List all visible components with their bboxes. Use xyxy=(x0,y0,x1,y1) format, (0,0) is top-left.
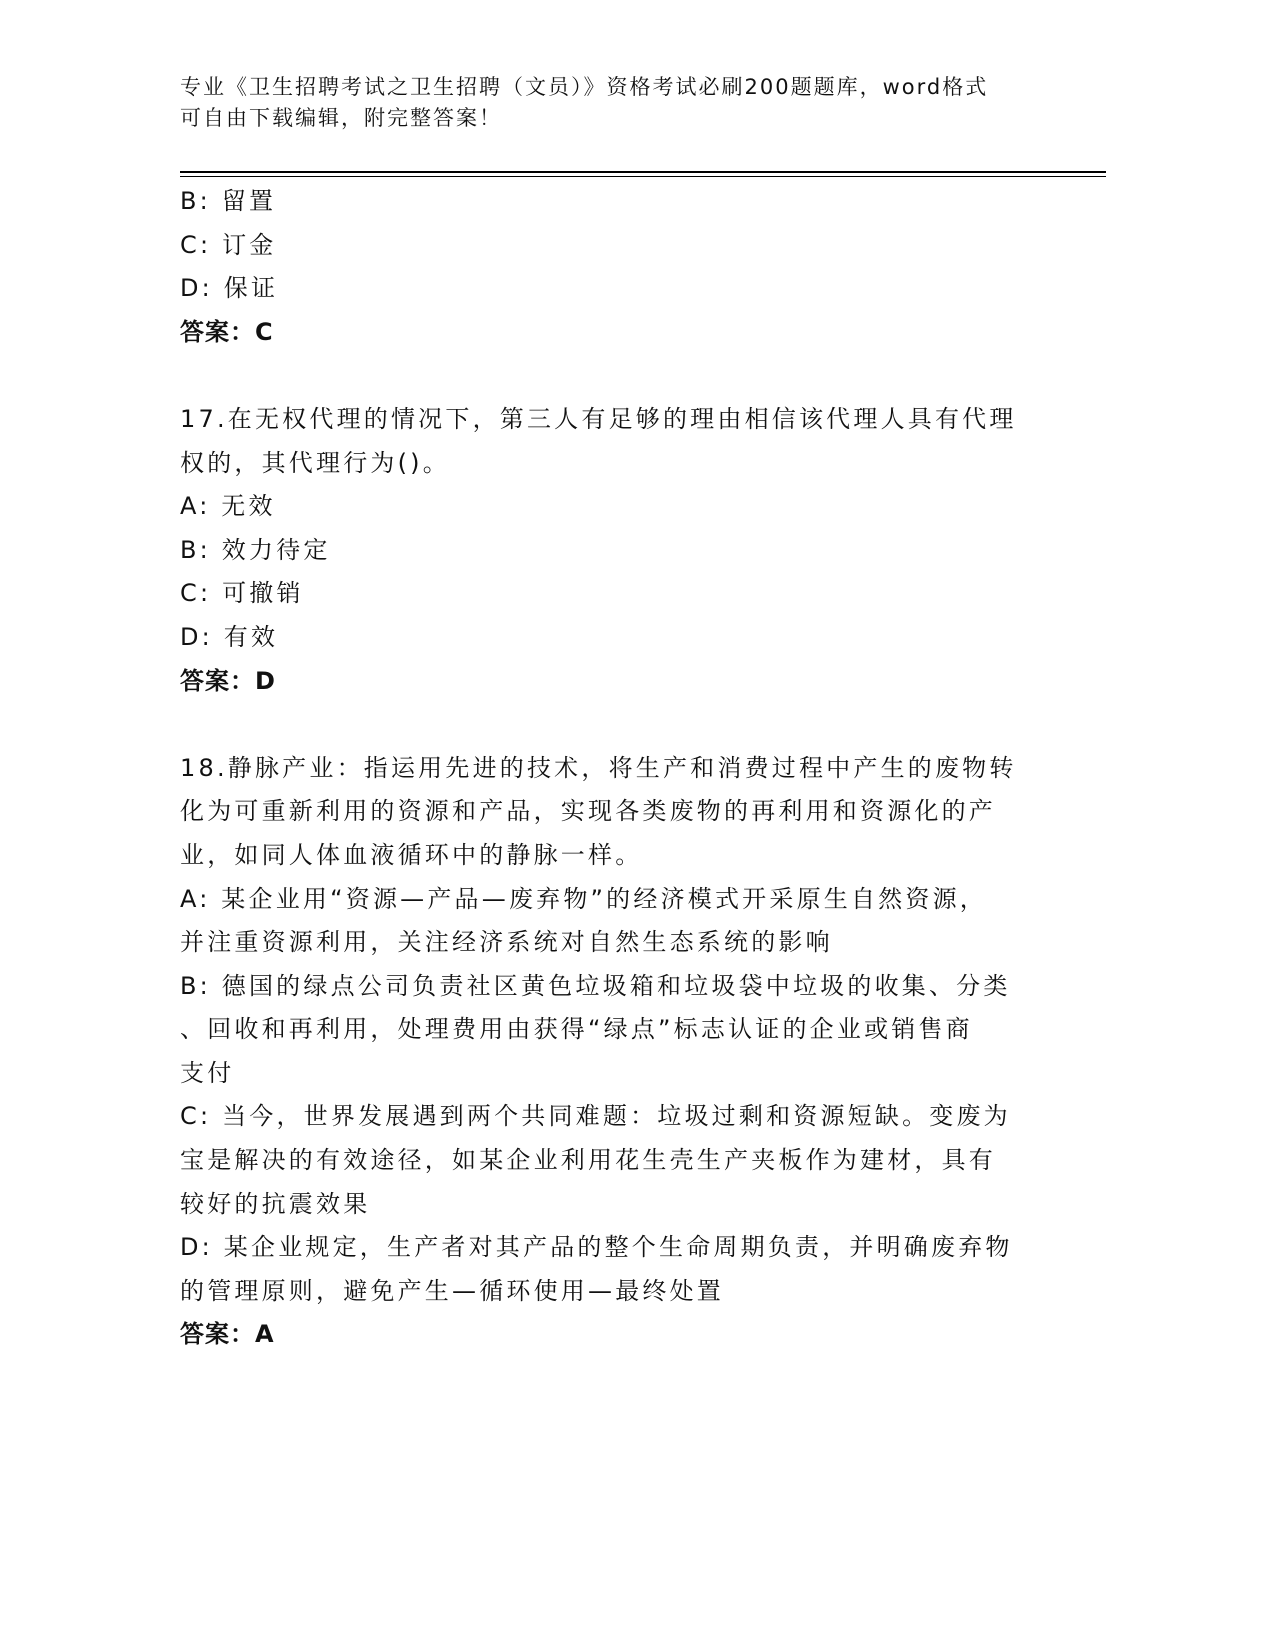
option-text: D: 有效 xyxy=(180,622,279,651)
option-text: 较好的抗震效果 xyxy=(180,1189,371,1218)
question-text: 业，如同人体血液循环中的静脉一样。 xyxy=(180,840,643,869)
question-text: 17.在无权代理的情况下，第三人有足够的理由相信该代理人具有代理 xyxy=(180,404,1017,433)
document-body xyxy=(180,180,1080,1357)
option-text: 并注重资源利用，关注经济系统对自然生态系统的影响 xyxy=(180,928,833,957)
header-line: 可自由下载编辑，附完整答案！ xyxy=(180,106,502,130)
option-text: A: 某企业用“资源—产品—废弃物”的经济模式开采原生自然资源， xyxy=(180,884,987,913)
header-rule xyxy=(180,176,1106,177)
option-text: 宝是解决的有效途径，如某企业利用花生壳生产夹板作为建材，具有 xyxy=(180,1146,996,1175)
option-text: D: 保证 xyxy=(180,274,279,303)
question-text: 化为可重新利用的资源和产品，实现各类废物的再利用和资源化的产 xyxy=(180,797,996,826)
blank-line xyxy=(180,703,1080,747)
answer-line: 答案：C xyxy=(180,317,274,346)
question-text: 权的，其代理行为()。 xyxy=(180,448,450,477)
answer-line: 答案：D xyxy=(180,666,276,695)
option-text: B: 效力待定 xyxy=(180,535,331,564)
answer-line: 答案：A xyxy=(180,1320,275,1349)
option-text: B: 留置 xyxy=(180,187,277,215)
option-text: A: 无效 xyxy=(180,492,276,521)
blank-line xyxy=(180,354,1080,398)
option-text: C: 订金 xyxy=(180,230,277,259)
option-text: C: 当今，世界发展遇到两个共同难题：垃圾过剩和资源短缺。变废为 xyxy=(180,1102,1011,1131)
option-text: 支付 xyxy=(180,1058,235,1087)
option-text: C: 可撤销 xyxy=(180,579,304,608)
option-text: B: 德国的绿点公司负责社区黄色垃圾箱和垃圾袋中垃圾的收集、分类 xyxy=(180,971,1011,1000)
header-rule xyxy=(180,171,1106,173)
option-text: 的管理原则，避免产生—循环使用—最终处置 xyxy=(180,1276,724,1305)
question-text: 18.静脉产业：指运用先进的技术，将生产和消费过程中产生的废物转 xyxy=(180,753,1017,782)
option-text: 、回收和再利用，处理费用由获得“绿点”标志认证的企业或销售商 xyxy=(180,1015,973,1044)
header-line: 专业《卫生招聘考试之卫生招聘（文员）》资格考试必刷200题题库，word格式 xyxy=(180,75,989,99)
document-header xyxy=(180,72,1110,134)
option-text: D: 某企业规定，生产者对其产品的整个生命周期负责，并明确废弃物 xyxy=(180,1233,1013,1262)
